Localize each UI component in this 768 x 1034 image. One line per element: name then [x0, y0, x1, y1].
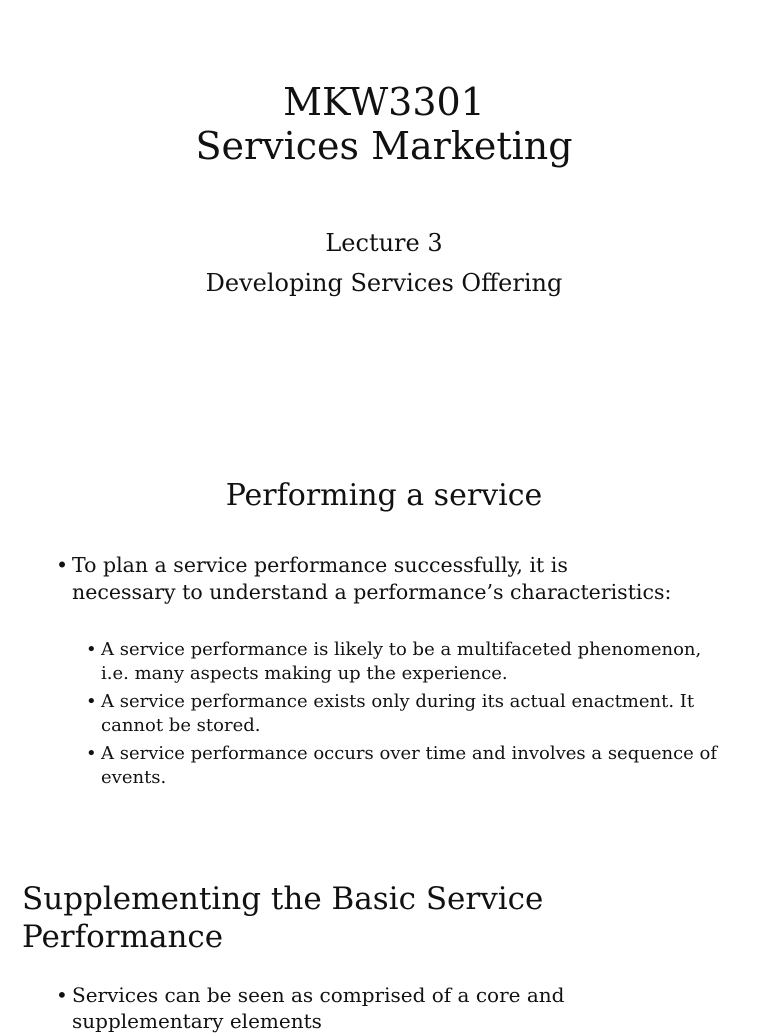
bullet-marker: • [56, 983, 68, 1007]
main-bullet [56, 552, 676, 605]
slide-heading: Supplementing the Basic Service Performance [22, 881, 544, 955]
lecture-title: Developing Services Offering [205, 269, 563, 297]
main-bullet-text: To plan a service performance successfully, it is necessary to understand a performance’s characteristics: [72, 553, 672, 604]
supplementing-service-slide [0, 840, 768, 1033]
sub-bullet [86, 638, 726, 686]
sub-bullet [86, 690, 726, 738]
performing-service-slide [0, 400, 768, 840]
bullet-marker: • [86, 743, 97, 764]
lecture-number: Lecture 3 [325, 229, 443, 257]
main-bullet [56, 982, 676, 1034]
bullet-marker: • [56, 553, 69, 577]
sub-bullet [86, 742, 726, 790]
course-title: Services Marketing [195, 124, 573, 168]
course-code: MKW3301 [283, 80, 485, 124]
title-slide [0, 0, 768, 400]
bullet-marker: • [86, 639, 97, 660]
bullet-marker: • [86, 691, 97, 712]
main-bullet-text: Services can be seen as comprised of a core and supplementary elements [72, 983, 565, 1033]
sub-bullet-text: A service performance is likely to be a multifaceted phenomenon, i.e. many aspects making up the experience. [101, 639, 702, 684]
sub-bullet-text: A service performance exists only during its actual enactment. It cannot be stored. [101, 691, 695, 736]
sub-bullet-text: A service performance occurs over time and involves a sequence of events. [101, 743, 718, 788]
slide-heading: Performing a service [225, 478, 543, 513]
